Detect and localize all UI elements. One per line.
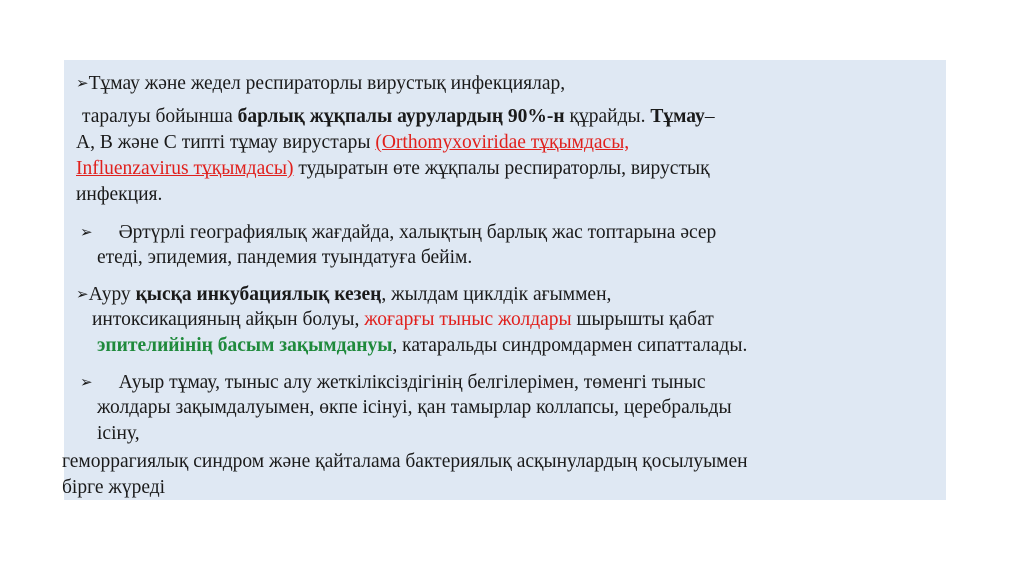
text-segment: шырышты қабат xyxy=(571,309,714,330)
p4-line-1 xyxy=(80,370,706,395)
green-highlight: эпителийінің басым зақымдануы xyxy=(97,335,393,356)
text-segment: инфекция. xyxy=(76,184,163,205)
text-segment: құрайды. xyxy=(564,106,651,127)
text-segment: тудыратын өте жұқпалы респираторлы, вирустық xyxy=(293,158,710,179)
text-segment: интоксикацияның айқын болуы, xyxy=(92,309,365,330)
text-segment: А, В және С типті тұмау вирустары xyxy=(76,132,376,153)
text-segment: , катаральды синдромдармен сипатталады. xyxy=(392,335,748,356)
bullet-arrow-icon: ➢ xyxy=(80,373,93,391)
p4-line-2 xyxy=(97,396,732,420)
p1-line-3 xyxy=(76,131,629,155)
p2-line-2 xyxy=(97,246,472,270)
text-segment: бірге жүреді xyxy=(62,477,166,498)
bullet-arrow-icon: ➢ xyxy=(76,74,89,92)
p3-line-2 xyxy=(92,308,714,332)
p1-line-2 xyxy=(82,105,715,129)
p4-line-5 xyxy=(62,476,165,500)
p1-text: Тұмау және жедел респираторлы вирустық инфекциялар, xyxy=(88,73,566,94)
text-segment: Ауыр тұмау, тыныс алу жеткіліксіздігінің белгілерімен, төменгі тыныс xyxy=(118,372,706,393)
bold-segment: қысқа инкубациялық кезең xyxy=(135,284,382,305)
red-highlight: жоғарғы тыныс жолдары xyxy=(364,309,572,330)
text-segment: , жылдам циклдік ағыммен, xyxy=(381,284,612,305)
text-segment: Әртүрлі географиялық жағдайда, халықтың барлық жас топтарына әсер xyxy=(118,222,717,243)
text-segment: ісіну, xyxy=(97,423,140,444)
p4-line-4 xyxy=(62,450,748,474)
text-segment: таралуы бойынша xyxy=(82,106,238,127)
text-segment: Ауру xyxy=(88,284,136,305)
p3-line-1 xyxy=(76,282,611,307)
bold-segment: барлық жұқпалы аурулардың 90%-н xyxy=(237,106,565,127)
text-segment: – xyxy=(704,106,715,127)
p2-line-1 xyxy=(80,220,716,245)
bullet-arrow-icon: ➢ xyxy=(76,285,89,303)
p4-line-3 xyxy=(97,422,140,446)
bullet-arrow-icon: ➢ xyxy=(80,223,93,241)
p1-line-4 xyxy=(76,157,710,181)
taxonomy-link: Influenzavirus тұқымдасы) xyxy=(76,158,294,179)
text-segment: геморрагиялық синдром және қайталама бактериялық асқынулардың қосылуымен xyxy=(62,451,748,472)
text-segment: жолдары зақымдалуымен, өкпе ісінуі, қан тамырлар коллапсы, церебральды xyxy=(97,397,732,418)
p1-line-5 xyxy=(76,183,162,207)
bold-segment: Тұмау xyxy=(650,106,705,127)
p3-line-3 xyxy=(97,334,747,358)
text-segment: етеді, эпидемия, пандемия туындатуға бейім. xyxy=(97,247,473,268)
p1-line-1 xyxy=(76,71,565,96)
taxonomy-link: (Orthomyxoviridae тұқымдасы, xyxy=(375,132,630,153)
